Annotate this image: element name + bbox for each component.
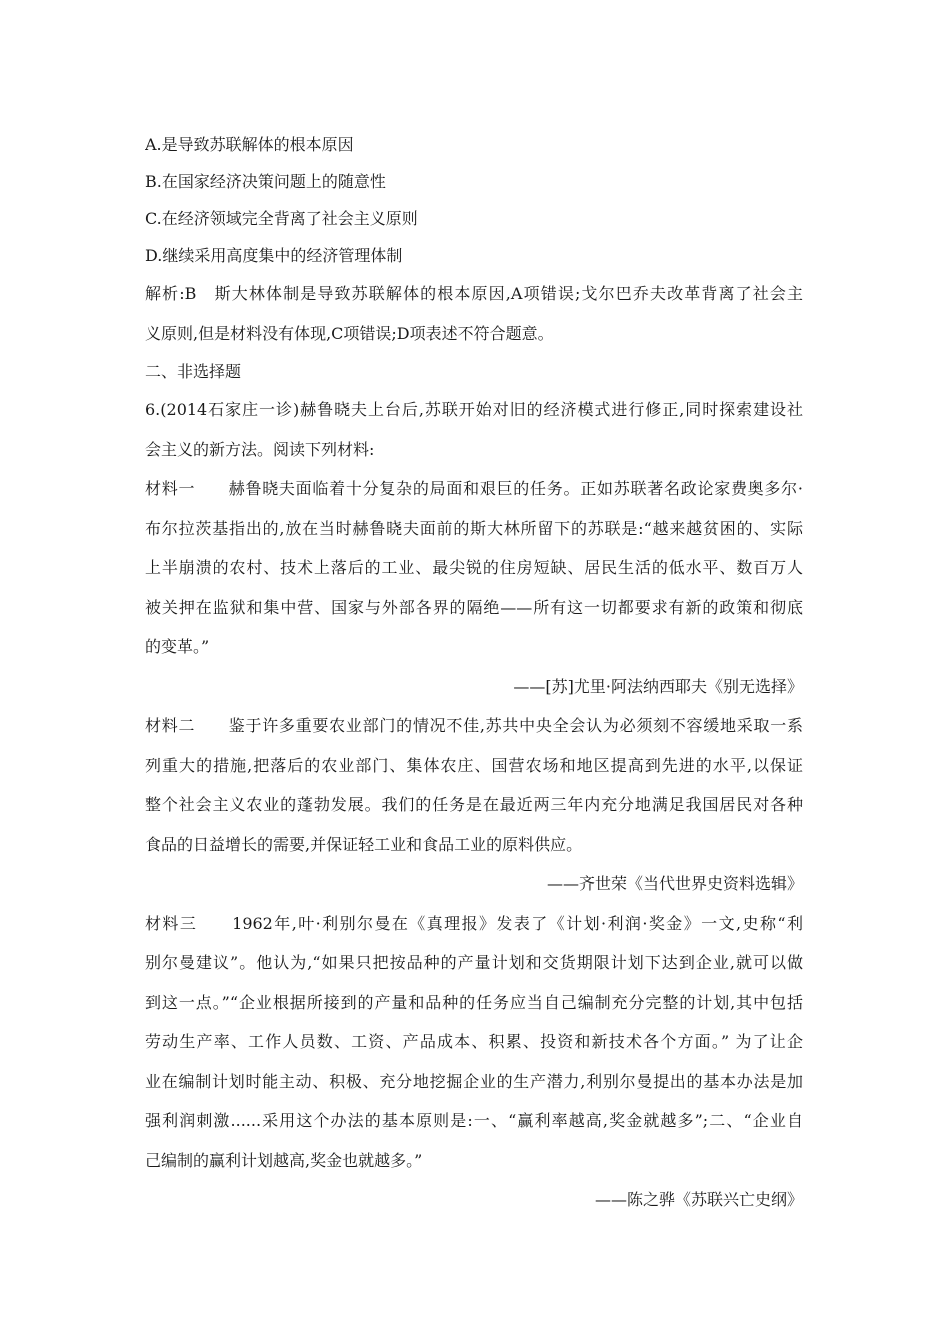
material-line: 列重大的措施,把落后的农业部门、集体农庄、国营农场和地区提高到先进的水平,以保证 [145, 755, 803, 775]
section-heading: 二、非选择题 [145, 362, 242, 381]
analysis-line: 解析:B 斯大林体制是导致苏联解体的根本原因,A项错误;戈尔巴乔夫改革背离了社会主 [145, 284, 803, 303]
option-c: C.在经济领域完全背离了社会主义原则 [145, 209, 418, 228]
material-3-source: ——陈之骅《苏联兴亡史纲》 [594, 1190, 803, 1209]
question-line: 会主义的新方法。阅读下列材料: [145, 439, 375, 459]
material-line: 业在编制计划时能主动、积极、充分地挖掘企业的生产潜力,利别尔曼提出的基本办法是加 [145, 1071, 803, 1091]
material-line: 劳动生产率、工作人员数、工资、产品成本、积累、投资和新技术各个方面。” 为了让企 [145, 1032, 803, 1051]
material-line: 被关押在监狱和集中营、国家与外部各界的隔绝——所有这一切都要求有新的政策和彻底 [145, 597, 803, 617]
question-line: 6.(2014石家庄一诊)赫鲁晓夫上台后,苏联开始对旧的经济模式进行修正,同时探索建设社 [145, 400, 803, 419]
material-line: 材料一 赫鲁晓夫面临着十分复杂的局面和艰巨的任务。正如苏联著名政论家费奥多尔· [145, 479, 803, 498]
material-line: 己编制的赢利计划越高,奖金也就越多。” [145, 1150, 423, 1170]
material-line: 食品的日益增长的需要,并保证轻工业和食品工业的原料供应。 [145, 834, 583, 854]
material-line: 强利润刺激......采用这个办法的基本原则是:一、“赢利率越高,奖金就越多”;二、“企业自 [145, 1111, 803, 1130]
analysis-line: 义原则,但是材料没有体现,C项错误;D项表述不符合题意。 [145, 323, 554, 343]
material-line: 材料三 1962年,叶·利别尔曼在《真理报》发表了《计划·利润·奖金》一文,史称“利 [145, 913, 803, 933]
material-1-source: ——[苏]尤里·阿法纳西耶夫《别无选择》 [513, 676, 803, 696]
material-1 [145, 469, 803, 706]
document-page [145, 126, 803, 1220]
answer-options [145, 126, 803, 274]
material-line: 材料二 鉴于许多重要农业部门的情况不佳,苏共中央全会认为必须刻不容缓地采取一系 [145, 716, 803, 735]
material-2-source: ——齐世荣《当代世界史资料选辑》 [546, 874, 803, 893]
question-6-stem [145, 390, 803, 469]
material-line: 的变革。” [145, 637, 210, 656]
option-b: B.在国家经济决策问题上的随意性 [145, 172, 386, 191]
material-line: 到这一点。”“企业根据所接到的产量和品种的任务应当自己编制充分完整的计划,其中包括 [145, 992, 803, 1012]
material-line: 布尔拉茨基指出的,放在当时赫鲁晓夫面前的斯大林所留下的苏联是:“越来越贫困的、实际 [145, 518, 803, 538]
material-3 [145, 904, 803, 1220]
option-d: D.继续采用高度集中的经济管理体制 [145, 246, 403, 265]
material-2 [145, 706, 803, 904]
analysis-paragraph [145, 274, 803, 353]
option-a: A.是导致苏联解体的根本原因 [145, 135, 354, 154]
material-line: 别尔曼建议”。他认为,“如果只把按品种的产量计划和交货期限计划下达到企业,就可以做 [145, 953, 803, 972]
material-line: 上半崩溃的农村、技术上落后的工业、最尖锐的住房短缺、居民生活的低水平、数百万人 [145, 558, 803, 577]
material-line: 整个社会主义农业的蓬勃发展。我们的任务是在最近两三年内充分地满足我国居民对各种 [145, 795, 803, 814]
